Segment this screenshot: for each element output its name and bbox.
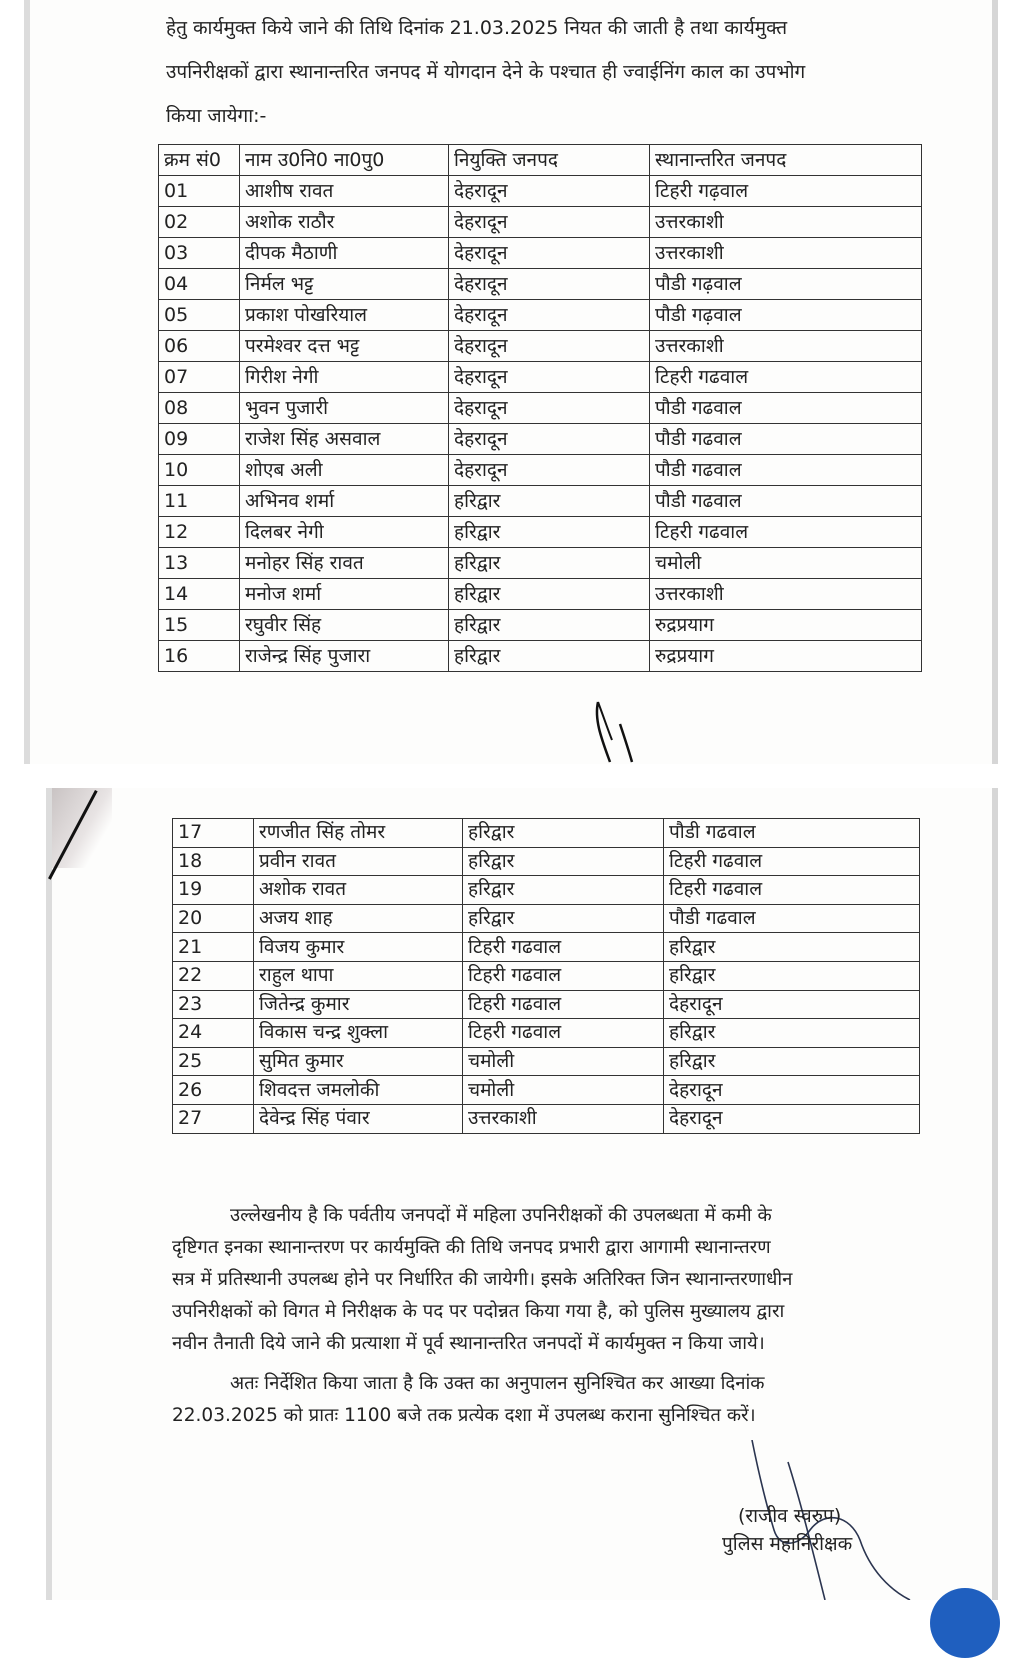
table-row bbox=[173, 1047, 920, 1076]
cell-transferred-district: टिहरी गढवाल bbox=[650, 517, 922, 548]
signatory-name: (राजीव स्वरुप) bbox=[738, 1505, 842, 1527]
cell-serial: 24 bbox=[173, 1019, 254, 1048]
cell-name: प्रवीन रावत bbox=[254, 847, 463, 876]
cell-transferred-district: हरिद्वार bbox=[664, 933, 920, 962]
cell-serial: 16 bbox=[159, 641, 240, 672]
cell-posted-district: देहरादून bbox=[449, 393, 650, 424]
cell-serial: 21 bbox=[173, 933, 254, 962]
header-name: नाम उ0नि0 ना0पु0 bbox=[240, 145, 449, 176]
cell-serial: 06 bbox=[159, 331, 240, 362]
note-line-3: सत्र में प्रतिस्थानी उपलब्ध होने पर निर्धारित की जायेगी। इसके अतिरिक्त जिन स्थानान्तरणाधीन bbox=[172, 1269, 793, 1290]
cell-transferred-district: टिहरी गढवाल bbox=[650, 362, 922, 393]
cell-serial: 27 bbox=[173, 1104, 254, 1133]
cell-name: परमेश्वर दत्त भट्ट bbox=[240, 331, 449, 362]
cell-serial: 15 bbox=[159, 610, 240, 641]
note-line-1: उल्लेखनीय है कि पर्वतीय जनपदों में महिला उपनिरीक्षकों की उपलब्धता में कमी के bbox=[230, 1205, 772, 1226]
cell-posted-district: हरिद्वार bbox=[463, 819, 664, 848]
table-row bbox=[173, 933, 920, 962]
cell-transferred-district: हरिद्वार bbox=[664, 961, 920, 990]
cell-posted-district: हरिद्वार bbox=[463, 847, 664, 876]
table-row bbox=[173, 1076, 920, 1105]
cell-serial: 18 bbox=[173, 847, 254, 876]
signatory-designation: पुलिस महानिरीक्षक bbox=[722, 1533, 853, 1555]
table-row bbox=[159, 207, 922, 238]
table-row bbox=[159, 579, 922, 610]
cell-transferred-district: टिहरी गढवाल bbox=[664, 847, 920, 876]
table-row bbox=[159, 486, 922, 517]
cell-transferred-district: देहरादून bbox=[664, 1076, 920, 1105]
cell-transferred-district: हरिद्वार bbox=[664, 1047, 920, 1076]
cell-serial: 05 bbox=[159, 300, 240, 331]
intro-line-1: हेतु कार्यमुक्त किये जाने की तिथि दिनांक 21.03.2025 नियत की जाती है तथा कार्यमुक्त bbox=[166, 17, 788, 39]
cell-posted-district: हरिद्वार bbox=[449, 517, 650, 548]
cell-posted-district: टिहरी गढवाल bbox=[463, 990, 664, 1019]
cell-posted-district: टिहरी गढवाल bbox=[463, 1019, 664, 1048]
cell-serial: 09 bbox=[159, 424, 240, 455]
cell-transferred-district: चमोली bbox=[650, 548, 922, 579]
cell-transferred-district: रुद्रप्रयाग bbox=[650, 610, 922, 641]
cell-serial: 22 bbox=[173, 961, 254, 990]
cell-posted-district: टिहरी गढवाल bbox=[463, 961, 664, 990]
cell-name: अजय शाह bbox=[254, 904, 463, 933]
cell-transferred-district: रुद्रप्रयाग bbox=[650, 641, 922, 672]
cell-transferred-district: देहरादून bbox=[664, 990, 920, 1019]
cell-posted-district: देहरादून bbox=[449, 362, 650, 393]
cell-transferred-district: पौडी गढ़वाल bbox=[650, 300, 922, 331]
note-line-5: नवीन तैनाती दिये जाने की प्रत्याशा में पूर्व स्थानान्तरित जनपदों में कार्यमुक्त न किया जाये। bbox=[172, 1333, 765, 1354]
cell-posted-district: देहरादून bbox=[449, 238, 650, 269]
cell-name: रघुवीर सिंह bbox=[240, 610, 449, 641]
cell-posted-district: देहरादून bbox=[449, 331, 650, 362]
cell-name: राहुल थापा bbox=[254, 961, 463, 990]
cell-posted-district: टिहरी गढवाल bbox=[463, 933, 664, 962]
cell-name: राजेन्द्र सिंह पुजारा bbox=[240, 641, 449, 672]
cell-posted-district: चमोली bbox=[463, 1076, 664, 1105]
note-line-2: दृष्टिगत इनका स्थानान्तरण पर कार्यमुक्ति की तिथि जनपद प्रभारी द्वारा आगामी स्थानान्तरण bbox=[172, 1237, 771, 1258]
cell-name: निर्मल भट्ट bbox=[240, 269, 449, 300]
cell-serial: 13 bbox=[159, 548, 240, 579]
table-header-row bbox=[159, 145, 922, 176]
cell-transferred-district: पौडी गढवाल bbox=[650, 486, 922, 517]
cell-posted-district: देहरादून bbox=[449, 424, 650, 455]
cell-serial: 08 bbox=[159, 393, 240, 424]
handwritten-mark bbox=[590, 700, 650, 764]
table-row bbox=[159, 300, 922, 331]
cell-serial: 07 bbox=[159, 362, 240, 393]
cell-name: प्रकाश पोखरियाल bbox=[240, 300, 449, 331]
table-row bbox=[159, 331, 922, 362]
cell-name: भुवन पुजारी bbox=[240, 393, 449, 424]
cell-name: शिवदत्त जमलोकी bbox=[254, 1076, 463, 1105]
cell-transferred-district: पौडी गढवाल bbox=[650, 455, 922, 486]
cell-transferred-district: देहरादून bbox=[664, 1104, 920, 1133]
table-row bbox=[159, 517, 922, 548]
transfer-table-part-2 bbox=[172, 818, 920, 1134]
table-row bbox=[159, 641, 922, 672]
cell-name: विजय कुमार bbox=[254, 933, 463, 962]
cell-posted-district: देहरादून bbox=[449, 176, 650, 207]
cell-name: अशोक राठौर bbox=[240, 207, 449, 238]
cell-posted-district: हरिद्वार bbox=[449, 610, 650, 641]
cell-serial: 25 bbox=[173, 1047, 254, 1076]
cell-transferred-district: उत्तरकाशी bbox=[650, 331, 922, 362]
note-line-4: उपनिरीक्षकों को विगत मे निरीक्षक के पद पर पदोन्नत किया गया है, को पुलिस मुख्यालय द्वारा bbox=[172, 1301, 785, 1322]
cell-transferred-district: उत्तरकाशी bbox=[650, 579, 922, 610]
cell-posted-district: हरिद्वार bbox=[449, 579, 650, 610]
cell-name: सुमित कुमार bbox=[254, 1047, 463, 1076]
cell-name: दिलबर नेगी bbox=[240, 517, 449, 548]
table-row bbox=[173, 1019, 920, 1048]
cell-serial: 03 bbox=[159, 238, 240, 269]
cell-transferred-district: हरिद्वार bbox=[664, 1019, 920, 1048]
cell-serial: 02 bbox=[159, 207, 240, 238]
cell-name: आशीष रावत bbox=[240, 176, 449, 207]
cell-transferred-district: टिहरी गढ़वाल bbox=[650, 176, 922, 207]
cell-serial: 17 bbox=[173, 819, 254, 848]
cell-transferred-district: पौडी गढ़वाल bbox=[650, 269, 922, 300]
table-row bbox=[159, 238, 922, 269]
table-row bbox=[159, 269, 922, 300]
cell-transferred-district: पौडी गढवाल bbox=[664, 904, 920, 933]
intro-line-3: किया जायेगा:- bbox=[166, 105, 267, 127]
cell-name: अभिनव शर्मा bbox=[240, 486, 449, 517]
cell-name: मनोज शर्मा bbox=[240, 579, 449, 610]
cell-serial: 10 bbox=[159, 455, 240, 486]
cell-posted-district: देहरादून bbox=[449, 300, 650, 331]
table-row bbox=[173, 990, 920, 1019]
transfer-table-part-1 bbox=[158, 144, 922, 672]
header-serial: क्रम सं0 bbox=[159, 145, 240, 176]
cell-name: जितेन्द्र कुमार bbox=[254, 990, 463, 1019]
table-row bbox=[173, 847, 920, 876]
cell-serial: 04 bbox=[159, 269, 240, 300]
cell-serial: 14 bbox=[159, 579, 240, 610]
cell-name: शोएब अली bbox=[240, 455, 449, 486]
directive-line-2: 22.03.2025 को प्रातः 1100 बजे तक प्रत्येक दशा में उपलब्ध कराना सुनिश्चित करें। bbox=[172, 1405, 756, 1426]
cell-posted-district: उत्तरकाशी bbox=[463, 1104, 664, 1133]
cell-name: राजेश सिंह असवाल bbox=[240, 424, 449, 455]
cell-serial: 01 bbox=[159, 176, 240, 207]
cell-transferred-district: उत्तरकाशी bbox=[650, 207, 922, 238]
cell-transferred-district: उत्तरकाशी bbox=[650, 238, 922, 269]
table-row bbox=[159, 393, 922, 424]
cell-posted-district: हरिद्वार bbox=[463, 904, 664, 933]
cell-transferred-district: पौडी गढवाल bbox=[664, 819, 920, 848]
cell-serial: 20 bbox=[173, 904, 254, 933]
cell-name: देवेन्द्र सिंह पंवार bbox=[254, 1104, 463, 1133]
header-transferred-district: स्थानान्तरित जनपद bbox=[650, 145, 922, 176]
cell-serial: 11 bbox=[159, 486, 240, 517]
cell-transferred-district: टिहरी गढवाल bbox=[664, 876, 920, 905]
table-row bbox=[159, 424, 922, 455]
table-row bbox=[159, 176, 922, 207]
table-row bbox=[159, 362, 922, 393]
table-row bbox=[173, 1104, 920, 1133]
table-row bbox=[159, 610, 922, 641]
cell-transferred-district: पौडी गढवाल bbox=[650, 393, 922, 424]
cell-serial: 12 bbox=[159, 517, 240, 548]
table-row bbox=[159, 548, 922, 579]
cell-posted-district: हरिद्वार bbox=[449, 641, 650, 672]
cell-name: दीपक मैठाणी bbox=[240, 238, 449, 269]
cell-posted-district: हरिद्वार bbox=[449, 548, 650, 579]
table-row bbox=[173, 819, 920, 848]
cell-posted-district: देहरादून bbox=[449, 269, 650, 300]
cell-posted-district: हरिद्वार bbox=[449, 486, 650, 517]
cell-serial: 23 bbox=[173, 990, 254, 1019]
cell-name: गिरीश नेगी bbox=[240, 362, 449, 393]
directive-line-1: अतः निर्देशित किया जाता है कि उक्त का अनुपालन सुनिश्चित कर आख्या दिनांक bbox=[230, 1373, 765, 1394]
cell-serial: 26 bbox=[173, 1076, 254, 1105]
cell-name: अशोक रावत bbox=[254, 876, 463, 905]
cell-posted-district: हरिद्वार bbox=[463, 876, 664, 905]
cell-name: मनोहर सिंह रावत bbox=[240, 548, 449, 579]
cell-transferred-district: पौडी गढवाल bbox=[650, 424, 922, 455]
floating-action-button[interactable] bbox=[930, 1588, 1000, 1658]
cell-posted-district: चमोली bbox=[463, 1047, 664, 1076]
table-row bbox=[173, 961, 920, 990]
cell-posted-district: देहरादून bbox=[449, 207, 650, 238]
intro-line-2: उपनिरीक्षकों द्वारा स्थानान्तरित जनपद में योगदान देने के पश्चात ही ज्वाईनिंग काल का उपभोग bbox=[166, 61, 806, 83]
cell-posted-district: देहरादून bbox=[449, 455, 650, 486]
table-row bbox=[173, 876, 920, 905]
cell-serial: 19 bbox=[173, 876, 254, 905]
table-row bbox=[159, 455, 922, 486]
cell-name: रणजीत सिंह तोमर bbox=[254, 819, 463, 848]
table-row bbox=[173, 904, 920, 933]
header-posted-district: नियुक्ति जनपद bbox=[449, 145, 650, 176]
cell-name: विकास चन्द्र शुक्ला bbox=[254, 1019, 463, 1048]
